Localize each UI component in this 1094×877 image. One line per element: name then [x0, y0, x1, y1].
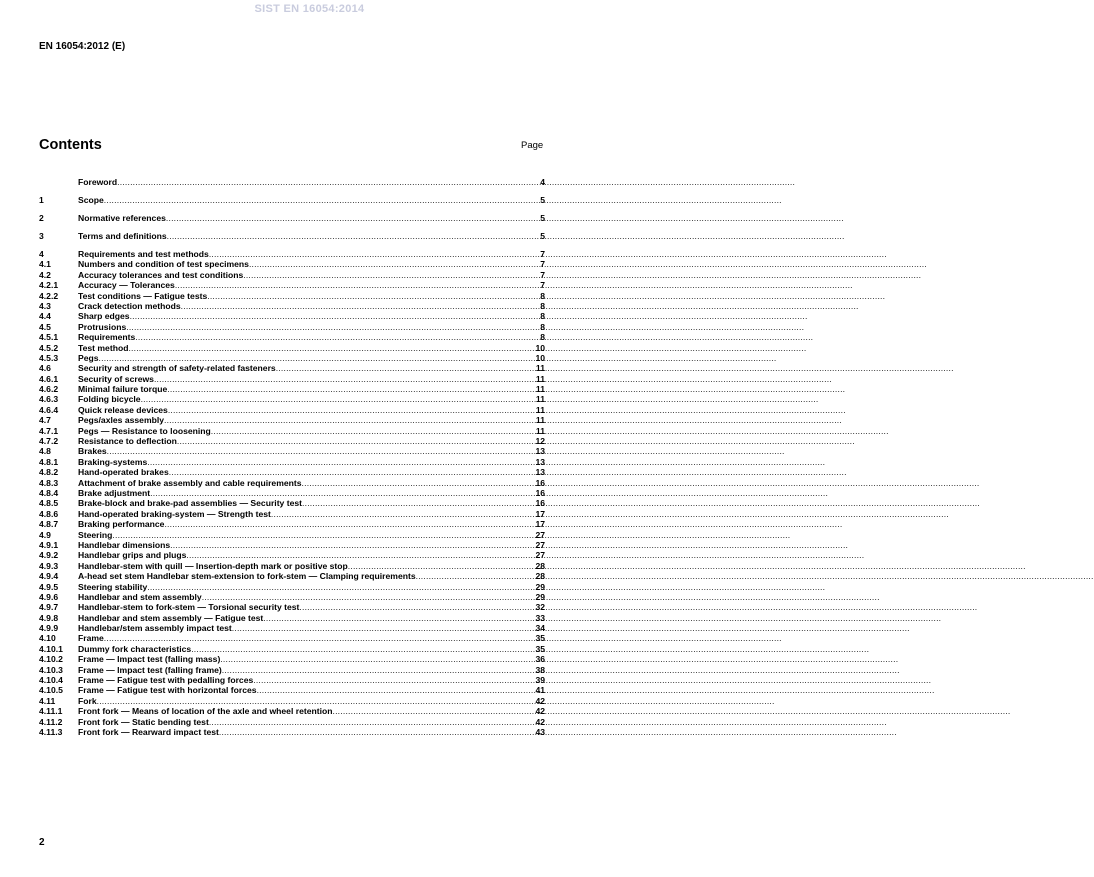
toc-entry-page: 10	[535, 352, 545, 363]
toc-entry-number: 4.5.2	[39, 342, 59, 353]
toc-entry-page: 13	[535, 456, 545, 467]
toc-entry-page: 42	[535, 695, 545, 706]
toc-entry[interactable]	[39, 311, 545, 321]
toc-entry-leader	[170, 540, 535, 550]
toc-entry-leader	[263, 613, 535, 623]
toc-entry[interactable]	[39, 213, 545, 231]
toc-entry[interactable]	[39, 394, 545, 404]
toc-entry-leader	[186, 550, 535, 560]
toc-entry-page: 11	[535, 384, 545, 395]
toc-entry-number: 4.11.2	[39, 716, 63, 727]
toc-entry[interactable]	[39, 644, 545, 654]
toc-entry[interactable]	[39, 363, 545, 373]
toc-entry-title: Pegs	[78, 352, 99, 363]
toc-entry[interactable]	[39, 332, 545, 342]
toc-entry-leader	[164, 415, 536, 425]
toc-entry-title: Folding bicycle	[78, 394, 141, 405]
toc-entry-page: 42	[535, 716, 545, 727]
toc-entry-leader	[222, 665, 536, 675]
toc-entry-title: Brake adjustment	[78, 487, 151, 498]
toc-entry-page: 8	[540, 300, 545, 311]
toc-entry-title: Requirements	[78, 332, 136, 343]
toc-entry-number: 4.9.7	[39, 602, 59, 613]
toc-entry-leader	[104, 195, 540, 205]
toc-entry-page: 28	[535, 571, 545, 582]
toc-entry-title: Resistance to deflection	[78, 436, 177, 447]
toc-entry-title: Fork	[78, 695, 97, 706]
toc-entry-page: 29	[535, 591, 545, 602]
toc-entry[interactable]	[39, 177, 545, 195]
toc-entry-leader	[209, 717, 536, 727]
toc-entry[interactable]	[39, 509, 545, 519]
toc-entry-page: 8	[540, 332, 545, 343]
toc-entry[interactable]	[39, 696, 545, 706]
toc-entry-leader	[253, 675, 535, 685]
toc-entry-title: Attachment of brake assembly and cable requirements	[78, 477, 302, 488]
toc-entry-page: 16	[535, 498, 545, 509]
toc-entry-title: Accuracy tolerances and test conditions	[78, 269, 244, 280]
toc-entry-page: 29	[535, 581, 545, 592]
toc-entry-number: 4.10.4	[39, 675, 63, 686]
toc-entry-number: 4.2.2	[39, 290, 59, 301]
toc-entry-leader	[209, 249, 540, 259]
toc-entry-page: 11	[535, 363, 545, 374]
toc-entry[interactable]	[39, 426, 545, 436]
toc-entry-title: Security and strength of safety-related fasteners	[78, 363, 276, 374]
toc-entry-leader	[130, 311, 541, 321]
toc-entry-title: Test conditions — Fatigue tests	[78, 290, 208, 301]
toc-entry-number: 4.11	[39, 695, 56, 706]
toc-entry-title: Front fork — Means of location of the axle and wheel retention	[78, 706, 333, 717]
toc-entry[interactable]	[39, 602, 545, 612]
toc-entry[interactable]	[39, 405, 545, 415]
toc-entry-number: 4.8.4	[39, 487, 59, 498]
toc-entry-title: Hand-operated brakes	[78, 467, 169, 478]
toc-entry-leader	[416, 571, 536, 581]
toc-entry-title: Braking-systems	[78, 456, 148, 467]
toc-entry-leader	[168, 405, 536, 415]
toc-entry-number: 3	[39, 231, 44, 241]
toc-entry-page: 34	[535, 623, 545, 634]
toc-entry-leader	[107, 446, 536, 456]
toc-entry-number: 4.6	[39, 363, 51, 374]
toc-entry-number: 4.7	[39, 415, 51, 426]
toc-entry-leader	[128, 343, 535, 353]
toc-entry-page: 12	[535, 436, 545, 447]
toc-entry-leader	[175, 280, 540, 290]
toc-entry[interactable]	[39, 291, 545, 301]
toc-entry[interactable]	[39, 633, 545, 643]
page-number: 2	[39, 837, 45, 848]
toc-entry-title: Handlebar-stem to fork-stem — Torsional security test	[78, 602, 300, 613]
toc-entry-title: Hand-operated braking-system — Strength test	[78, 508, 271, 519]
toc-entry-title: Pegs/axles assembly	[78, 415, 164, 426]
toc-entry-leader	[164, 519, 535, 529]
toc-entry-leader	[219, 727, 536, 737]
toc-entry-leader	[117, 177, 540, 187]
toc-entry-leader	[147, 457, 535, 467]
toc-entry-title: Front fork — Static bending test	[78, 716, 209, 727]
toc-entry-leader	[97, 696, 536, 706]
toc-entry[interactable]	[39, 654, 545, 664]
toc-entry-page: 28	[535, 560, 545, 571]
toc-entry-number: 4.5	[39, 321, 51, 332]
toc-entry-page: 8	[540, 290, 545, 301]
toc-entry-title: Normative references	[78, 213, 166, 223]
toc-entry[interactable]	[39, 561, 545, 571]
toc-entry-title: Handlebar and stem assembly — Fatigue test	[78, 612, 264, 623]
toc-entry[interactable]	[39, 301, 545, 311]
toc-entry[interactable]	[39, 195, 545, 213]
toc-entry[interactable]	[39, 478, 545, 488]
toc-entry[interactable]	[39, 685, 545, 695]
toc-entry[interactable]	[39, 280, 545, 290]
toc-entry-leader	[150, 488, 535, 498]
toc-entry-title: Terms and definitions	[78, 231, 167, 241]
toc-entry-number: 4.1	[39, 259, 51, 270]
toc-entry[interactable]	[39, 498, 545, 508]
toc-entry[interactable]	[39, 384, 545, 394]
toc-entry-number: 4.5.3	[39, 352, 59, 363]
toc-entry-number: 4.10.3	[39, 664, 63, 675]
toc-entry-number: 1	[39, 195, 44, 205]
toc-entry-title: A-head set stem Handlebar stem-extension to fork-stem — Clamping requirements	[78, 571, 416, 582]
toc-entry-number: 4.8	[39, 446, 51, 457]
toc-entry-title: Braking performance	[78, 519, 165, 530]
toc-entry-leader	[302, 478, 536, 488]
toc-entry-title: Handlebar/stem assembly impact test	[78, 623, 232, 634]
toc-entry-number: 4.10.1	[39, 643, 63, 654]
toc-entry-page: 27	[535, 550, 545, 561]
toc-entry[interactable]	[39, 706, 545, 716]
toc-entry-number: 4.7.1	[39, 425, 59, 436]
toc-entry[interactable]	[39, 322, 545, 332]
toc-entry[interactable]	[39, 665, 545, 675]
toc-entry-page: 11	[535, 425, 545, 436]
toc-entry-number: 4.9.3	[39, 560, 59, 571]
toc-entry[interactable]	[39, 582, 545, 592]
toc-entry-number: 4.6.1	[39, 373, 59, 384]
toc-entry-leader	[104, 633, 536, 643]
toc-entry-title: Scope	[78, 195, 104, 205]
toc-entry-title: Foreword	[78, 177, 118, 187]
toc-entry[interactable]	[39, 353, 545, 363]
toc-entry-page: 10	[535, 342, 545, 353]
toc-entry-number: 4.9.2	[39, 550, 59, 561]
toc-entry-leader	[220, 654, 535, 664]
toc-entry-page: 32	[535, 602, 545, 613]
toc-entry-number: 4.11.1	[39, 706, 63, 717]
toc-entry-title: Accuracy — Tolerances	[78, 280, 175, 291]
toc-entry[interactable]	[39, 343, 545, 353]
toc-entry[interactable]	[39, 540, 545, 550]
toc-entry-leader	[181, 301, 541, 311]
toc-entry-leader	[112, 530, 535, 540]
toc-entry-page: 27	[535, 539, 545, 550]
toc-entry[interactable]	[39, 592, 545, 602]
toc-entry-page: 27	[535, 529, 545, 540]
toc-entry-leader	[276, 363, 536, 373]
toc-entry[interactable]	[39, 467, 545, 477]
toc-entry-number: 4.9.9	[39, 623, 59, 634]
toc-entry-title: Handlebar and stem assembly	[78, 591, 202, 602]
toc-entry-leader	[126, 322, 540, 332]
toc-entry-number: 4.9.1	[39, 539, 59, 550]
toc-entry-page: 42	[535, 706, 545, 717]
toc-entry-page: 16	[535, 487, 545, 498]
toc-entry-number: 4.3	[39, 300, 51, 311]
toc-entry-number: 4.8.2	[39, 467, 59, 478]
toc-entry-title: Front fork — Rearward impact test	[78, 726, 219, 737]
toc-entry-leader	[302, 498, 535, 508]
toc-entry-page: 7	[540, 280, 545, 291]
watermark: SIST EN 16054:2014	[254, 3, 365, 15]
toc-entry-page: 17	[535, 508, 545, 519]
toc-entry[interactable]	[39, 571, 545, 581]
toc-entry-title: Handlebar dimensions	[78, 539, 171, 550]
toc-entry-number: 4	[39, 249, 44, 259]
toc-entry-leader	[333, 706, 536, 716]
toc-entry[interactable]	[39, 550, 545, 560]
toc-entry-number: 4.8.1	[39, 456, 59, 467]
toc-entry-leader	[299, 602, 535, 612]
toc-entry-title: Requirements and test methods	[78, 249, 209, 259]
toc-entry-page: 8	[540, 311, 545, 322]
toc-entry-leader	[211, 426, 536, 436]
toc-entry-page: 5	[540, 195, 545, 205]
toc-entry-leader	[135, 332, 540, 342]
toc-entry-leader	[167, 231, 541, 241]
toc-entry[interactable]	[39, 519, 545, 529]
toc-entry[interactable]	[39, 231, 545, 249]
toc-entry-title: Quick release devices	[78, 404, 168, 415]
toc-entry-number: 4.2.1	[39, 280, 59, 291]
toc-entry-leader	[243, 270, 540, 280]
toc-entry-leader	[154, 374, 536, 384]
toc-entry-title: Steering stability	[78, 581, 148, 592]
toc-entry-title: Crack detection methods	[78, 300, 181, 311]
toc-entry-page: 8	[540, 321, 545, 332]
toc-entry-leader	[147, 582, 535, 592]
toc-entry-leader	[99, 353, 536, 363]
toc-entry[interactable]	[39, 613, 545, 623]
toc-entry[interactable]	[39, 249, 545, 259]
page-title: Contents	[39, 137, 102, 153]
toc-entry-number: 4.8.5	[39, 498, 59, 509]
toc-entry-number: 4.5.1	[39, 332, 59, 343]
toc-entry-page: 43	[535, 726, 545, 737]
toc-entry-page: 38	[535, 664, 545, 675]
toc-entry-number: 4.10.5	[39, 685, 63, 696]
toc-entry-leader	[249, 259, 540, 269]
toc-entry-number: 4.8.6	[39, 508, 59, 519]
toc-entry[interactable]	[39, 457, 545, 467]
toc-entry-title: Steering	[78, 529, 113, 540]
toc-entry-number: 4.7.2	[39, 436, 59, 447]
toc-entry-page: 11	[535, 394, 545, 405]
toc-entry-title: Frame — Impact test (falling frame)	[78, 664, 222, 675]
toc-entry-title: Security of screws	[78, 373, 154, 384]
toc-entry-title: Minimal failure torque	[78, 384, 168, 395]
toc-entry-title: Pegs — Resistance to loosening	[78, 425, 211, 436]
toc-entry-page: 5	[540, 231, 545, 241]
toc-entry-title: Sharp edges	[78, 311, 130, 322]
toc-entry-title: Frame — Fatigue test with horizontal forces	[78, 685, 257, 696]
toc-entry-page: 33	[535, 612, 545, 623]
toc-entry-leader	[177, 436, 536, 446]
toc-entry-page: 39	[535, 675, 545, 686]
toc-entry-page: 35	[535, 633, 545, 644]
toc-entry-leader	[191, 644, 535, 654]
toc-entry-leader	[271, 509, 536, 519]
toc-entry-page: 16	[535, 477, 545, 488]
toc-entry-number: 4.6.3	[39, 394, 59, 405]
toc-entry-page: 11	[535, 415, 545, 426]
toc-entry[interactable]	[39, 675, 545, 685]
toc-entry-number: 4.9.5	[39, 581, 59, 592]
toc-entry-leader	[166, 213, 540, 223]
toc-entry[interactable]	[39, 415, 545, 425]
toc-entry-leader	[167, 384, 536, 394]
toc-entry[interactable]	[39, 446, 545, 456]
toc-entry[interactable]	[39, 270, 545, 280]
toc-entry-number: 4.4	[39, 311, 51, 322]
toc-entry-leader	[202, 592, 536, 602]
toc-entry-page: 5	[540, 213, 545, 223]
toc-entry-leader	[207, 291, 540, 301]
page-column-label: Page	[521, 140, 544, 151]
toc-entry-number: 4.6.4	[39, 404, 59, 415]
toc-entry-leader	[169, 467, 536, 477]
toc-entry-page: 4	[540, 177, 545, 187]
toc-entry[interactable]	[39, 259, 545, 269]
toc-entry-page: 7	[540, 269, 545, 280]
toc-entry-number: 2	[39, 213, 44, 223]
toc-entry-page: 7	[540, 259, 545, 270]
toc-entry[interactable]	[39, 374, 545, 384]
toc-entry-title: Handlebar-stem with quill — Insertion-depth mark or positive stop	[78, 560, 348, 571]
toc-entry[interactable]	[39, 488, 545, 498]
toc-entry-title: Protrusions	[78, 321, 127, 332]
toc-entry-number: 4.8.7	[39, 519, 59, 530]
toc-entry-title: Frame	[78, 633, 104, 644]
toc-entry-page: 13	[535, 467, 545, 478]
toc-entry-title: Numbers and condition of test specimens	[78, 259, 249, 270]
toc-entry-title: Frame — Impact test (falling mass)	[78, 654, 221, 665]
toc-entry-title: Brakes	[78, 446, 107, 457]
toc-entry-number: 4.9.4	[39, 571, 59, 582]
toc-entry-page: 35	[535, 643, 545, 654]
toc-entry-title: Brake-block and brake-pad assemblies — Security test	[78, 498, 303, 509]
toc-entry-number: 4.9.8	[39, 612, 59, 623]
toc-entry-number: 4.9	[39, 529, 51, 540]
toc-entry-page: 36	[535, 654, 545, 665]
toc-entry-number: 4.10.2	[39, 654, 63, 665]
toc-entry[interactable]	[39, 727, 545, 737]
toc-entry-page: 13	[535, 446, 545, 457]
toc-entry-page: 7	[540, 249, 545, 259]
toc-entry-number: 4.9.6	[39, 591, 59, 602]
toc-entry-page: 11	[535, 404, 545, 415]
document-header: EN 16054:2012 (E)	[39, 41, 126, 52]
toc-entry-title: Handlebar grips and plugs	[78, 550, 187, 561]
toc-entry-number: 4.11.3	[39, 726, 63, 737]
toc-entry-page: 11	[535, 373, 545, 384]
toc-entry[interactable]	[39, 530, 545, 540]
toc-entry-leader	[232, 623, 536, 633]
toc-entry-number: 4.8.3	[39, 477, 59, 488]
toc-entry-number: 4.10	[39, 633, 56, 644]
toc-entry-page: 17	[535, 519, 545, 530]
toc-entry-title: Frame — Fatigue test with pedalling forces	[78, 675, 254, 686]
toc-entry-title: Dummy fork characteristics	[78, 643, 192, 654]
table-of-contents	[39, 177, 545, 737]
toc-entry[interactable]	[39, 623, 545, 633]
toc-entry-leader	[141, 394, 536, 404]
toc-entry-number: 4.2	[39, 269, 51, 280]
toc-entry[interactable]	[39, 717, 545, 727]
toc-entry-title: Test method	[78, 342, 129, 353]
toc-entry-leader	[257, 685, 536, 695]
toc-entry-number: 4.6.2	[39, 384, 59, 395]
toc-entry[interactable]	[39, 436, 545, 446]
toc-entry-page: 41	[535, 685, 545, 696]
toc-entry-leader	[348, 561, 536, 571]
